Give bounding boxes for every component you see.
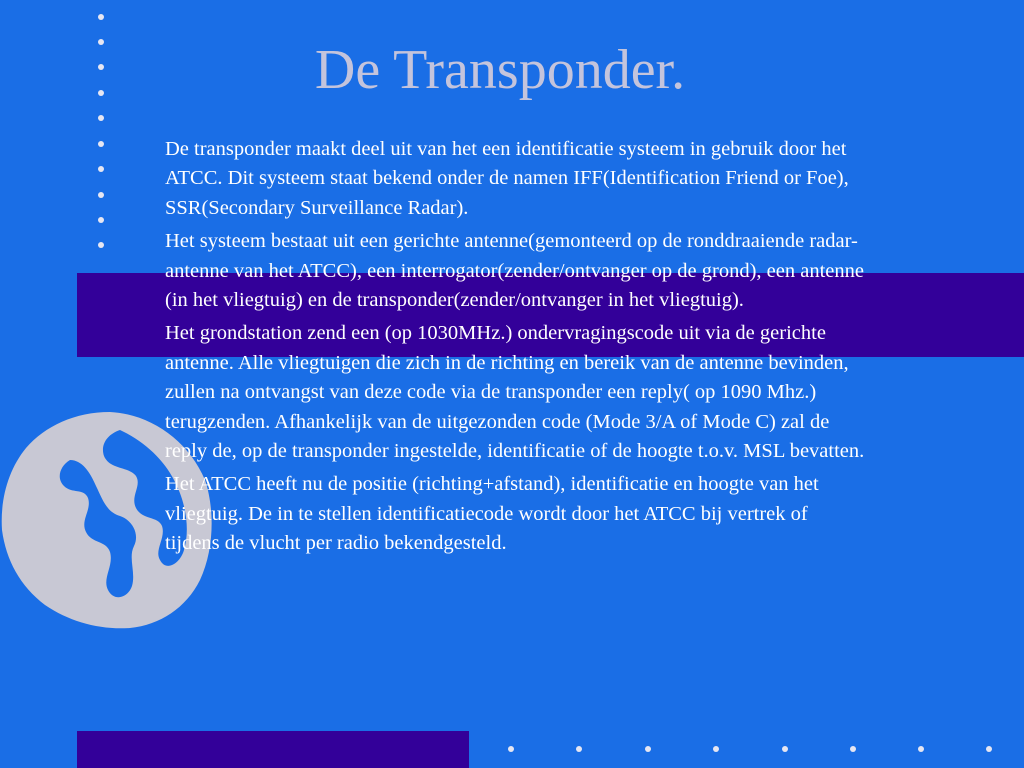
dot-icon <box>782 746 788 752</box>
slide-body <box>165 135 865 563</box>
dot-icon <box>98 242 104 248</box>
paragraph: Het systeem bestaat uit een gerichte antenne(gemonteerd op de ronddraaiende radar-antenne van het ATCC), een interrogator(zender/ontvanger op de grond), een antenne (in het vliegtuig) en de transponder(zender/ontvanger in het vliegtuig). <box>165 230 865 312</box>
dot-icon <box>713 746 719 752</box>
dot-icon <box>98 115 104 121</box>
dot-icon <box>98 90 104 96</box>
dot-icon <box>98 14 104 20</box>
slide-title: De Transponder. <box>314 39 686 101</box>
dot-icon <box>850 746 856 752</box>
dot-icon <box>98 64 104 70</box>
paragraph: De transponder maakt deel uit van het een identificatie systeem in gebruik door het ATCC. Dit systeem staat bekend onder de namen IFF(Identification Friend or Foe), SSR(Secondary Surveillance Radar). <box>165 138 849 219</box>
dot-icon <box>98 217 104 223</box>
paragraph: Het grondstation zend een (op 1030MHz.) ondervragingscode uit via de gerichte antenne. Alle vliegtuigen die zich in de richting en bereik van de antenne bevinden, zullen na ontvangst van deze code via de transponder een reply( op 1090 Mhz.) terugzenden. Afhankelijk van de uitgezonden code (Mode 3/A of Mode C) zal de reply de, op de transponder ingestelde, identificatie of de hoogte t.o.v. MSL bevatten. <box>165 322 865 463</box>
dot-icon <box>98 192 104 198</box>
dot-icon <box>986 746 992 752</box>
decorative-band-bottom <box>77 731 469 768</box>
paragraph: Het ATCC heeft nu de positie (richting+afstand), identificatie en hoogte van het vliegtuig. De in te stellen identificatiecode wordt door het ATCC bij vertrek of tijdens de vlucht per radio bekendgesteld. <box>165 473 819 555</box>
dot-icon <box>98 166 104 172</box>
dot-icon <box>98 141 104 147</box>
dot-icon <box>98 39 104 45</box>
dot-icon <box>508 746 514 752</box>
dot-icon <box>645 746 651 752</box>
dot-icon <box>576 746 582 752</box>
dot-icon <box>918 746 924 752</box>
